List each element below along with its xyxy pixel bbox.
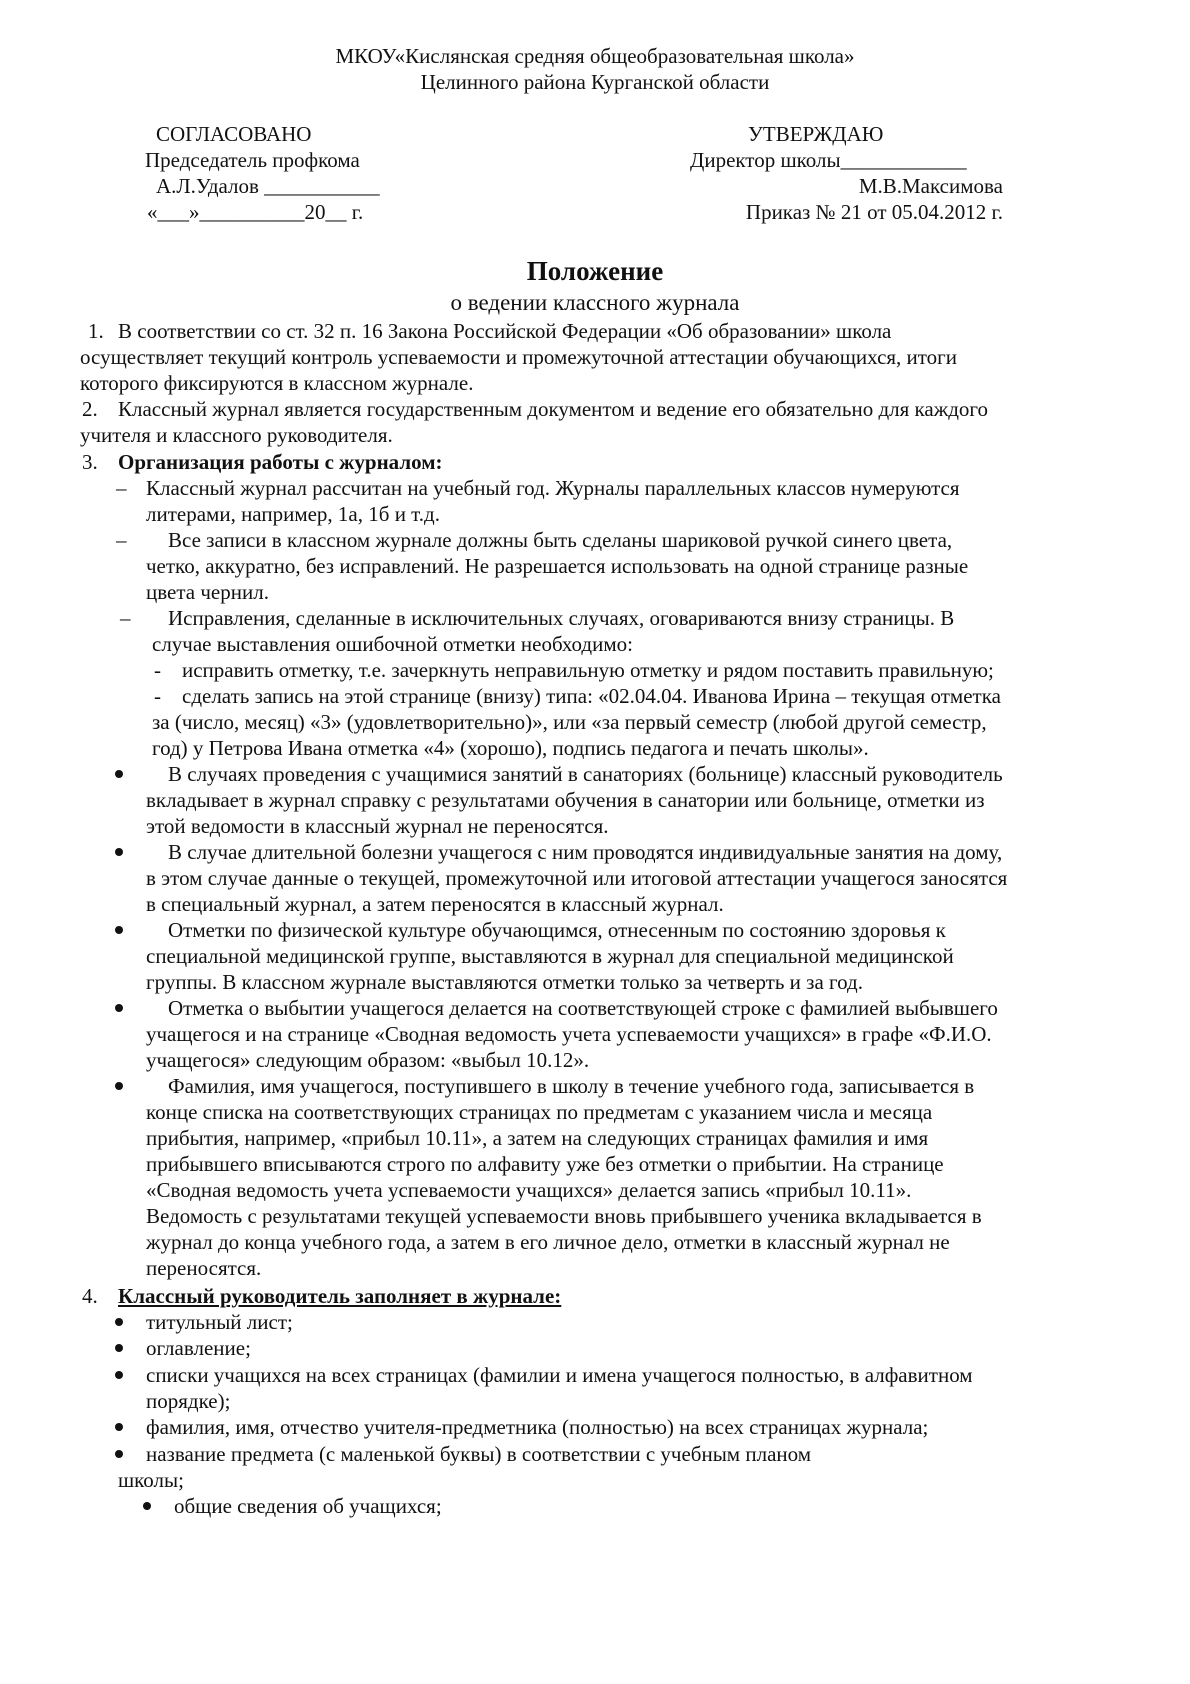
bullet-item-line: переносятся.: [146, 1256, 262, 1280]
bullet-item-line: В случаях проведения с учащимися занятий в санаториях (больнице) классный руководитель: [168, 762, 1003, 786]
section1-line: осуществляет текущий контроль успеваемости и промежуточной аттестации обучающихся, итоги: [80, 345, 958, 369]
dash-item-line: случае выставления ошибочной отметки необходимо:: [152, 632, 633, 656]
bullet-icon: [115, 1450, 123, 1458]
bullet-item-line: конце списка на соответствующих страницах по предметам с указанием числа и месяца: [146, 1100, 933, 1124]
document-title: Положение: [526, 256, 664, 286]
bullet-icon: [115, 1371, 123, 1379]
approved-name: М.В.Максимова: [858, 174, 1003, 198]
section2-number: 2.: [82, 397, 98, 421]
bullet-item-line: Ведомость с результатами текущей успеваемости вновь прибывшего ученика вкладывается в: [146, 1204, 982, 1228]
org-name-line2: Целинного района Курганской области: [420, 70, 770, 94]
section4-item-line: фамилия, имя, отчество учителя-предметника (полностью) на всех страницах журнала;: [146, 1415, 929, 1439]
dash-item-line: четко, аккуратно, без исправлений. Не разрешается использовать на одной странице разные: [146, 554, 969, 578]
sub-item-line: за (число, месяц) «3» (удовлетворительно)», или «за первый семестр (любой другой семестр,: [152, 710, 987, 734]
agreed-title: СОГЛАСОВАНО: [156, 122, 312, 146]
bullet-item-line: учащегося и на странице «Сводная ведомость учета успеваемости учащихся» в графе «Ф.И.О.: [146, 1022, 992, 1046]
dash-item-line: Классный журнал рассчитан на учебный год. Журналы параллельных классов нумеруются: [146, 476, 960, 500]
agreed-date: «___»__________20__ г.: [147, 200, 364, 224]
bullet-icon: [115, 926, 123, 934]
agreed-role: Председатель профкома: [145, 148, 360, 172]
bullet-item-line: «Сводная ведомость учета успеваемости учащихся» делается запись «прибыл 10.11».: [146, 1178, 912, 1202]
sub-item-line: сделать запись на этой странице (внизу) типа: «02.04.04. Иванова Ирина – текущая отметка: [182, 684, 1001, 708]
bullet-item-line: прибывшего вписываются строго по алфавиту уже без отметки о прибытии. На странице: [146, 1152, 944, 1176]
bullet-item-line: учащегося» следующим образом: «выбыл 10.12».: [146, 1048, 590, 1072]
dash-item-line: литерами, например, 1а, 1б и т.д.: [146, 502, 440, 526]
bullet-item-line: прибытия, например, «прибыл 10.11», а затем на следующих страницах фамилия и имя: [146, 1126, 929, 1150]
bullet-icon: [115, 1004, 123, 1012]
section4-heading: Классный руководитель заполняет в журнале:: [118, 1284, 562, 1308]
bullet-item-line: Фамилия, имя учащегося, поступившего в школу в течение учебного года, записывается в: [168, 1074, 975, 1098]
section4-item-line: порядке);: [146, 1389, 231, 1413]
section4-item-line: школы;: [118, 1468, 184, 1492]
bullet-icon: [115, 1344, 123, 1352]
section1-line: которого фиксируются в классном журнале.: [80, 371, 474, 395]
section2-line: учителя и классного руководителя.: [80, 423, 393, 447]
dash-item-line: цвета чернил.: [146, 580, 269, 604]
approved-title: УТВЕРЖДАЮ: [748, 122, 884, 146]
bullet-icon: [115, 1082, 123, 1090]
bullet-icon: [143, 1502, 151, 1510]
bullet-icon: [115, 770, 123, 778]
section4-number: 4.: [82, 1284, 98, 1308]
bullet-item-line: Отметки по физической культуре обучающимся, отнесенным по состоянию здоровья к: [168, 918, 946, 942]
sub-item-line: год) у Петрова Ивана отметка «4» (хорошо), подпись педагога и печать школы».: [152, 736, 869, 760]
dash-item-line: Исправления, сделанные в исключительных случаях, оговариваются внизу страницы. В: [168, 606, 955, 630]
dash-marker: –: [116, 528, 127, 552]
section3-heading: Организация работы с журналом:: [118, 450, 443, 474]
section1-number: 1.: [88, 319, 104, 343]
bullet-item-line: Отметка о выбытии учащегося делается на соответствующей строке с фамилией выбывшего: [168, 996, 998, 1020]
dash-item-line: Все записи в классном журнале должны быть сделаны шариковой ручкой синего цвета,: [168, 528, 953, 552]
bullet-item-line: в специальный журнал, а затем переносятся в классный журнал.: [146, 892, 724, 916]
document-subtitle: о ведении классного журнала: [450, 290, 740, 315]
sub-item-line: исправить отметку, т.е. зачеркнуть неправильную отметку и рядом поставить правильную;: [182, 658, 994, 682]
section1-line: В соответствии со ст. 32 п. 16 Закона Российской Федерации «Об образовании» школа: [118, 319, 892, 343]
section4-item-line: списки учащихся на всех страницах (фамилии и имена учащегося полностью, в алфавитном: [146, 1363, 973, 1387]
sub-dash-marker: -: [154, 658, 161, 682]
bullet-item-line: группы. В классном журнале выставляются отметки только за четверть и за год.: [146, 970, 863, 994]
bullet-item-line: журнал до конца учебного года, а затем в его личное дело, отметки в классный журнал не: [146, 1230, 950, 1254]
section4-item-line: оглавление;: [146, 1336, 251, 1360]
section4-item-line: титульный лист;: [146, 1310, 293, 1334]
dash-marker: –: [120, 606, 131, 630]
bullet-icon: [115, 1318, 123, 1326]
approved-order: Приказ № 21 от 05.04.2012 г.: [745, 200, 1003, 224]
bullet-item-line: в этом случае данные о текущей, промежуточной или итоговой аттестации учащегося заносятся: [146, 866, 1008, 890]
section3-number: 3.: [82, 450, 98, 474]
section4-item-line: общие сведения об учащихся;: [174, 1494, 442, 1518]
org-name-line1: МКОУ«Кислянская средняя общеобразовательная школа»: [335, 44, 855, 68]
bullet-icon: [115, 1423, 123, 1431]
bullet-item-line: специальной медицинской группе, выставляются в журнал для специальной медицинской: [146, 944, 954, 968]
approved-role: Директор школы____________: [690, 148, 967, 172]
bullet-item-line: вкладывает в журнал справку с результатами обучения в санатории или больнице, отметки из: [146, 788, 985, 812]
section4-item-line: название предмета (с маленькой буквы) в соответствии с учебным планом: [146, 1442, 812, 1466]
bullet-item-line: В случае длительной болезни учащегося с ним проводятся индивидуальные занятия на дому,: [168, 840, 1003, 864]
dash-marker: –: [116, 476, 127, 500]
agreed-name: А.Л.Удалов ___________: [156, 174, 380, 198]
bullet-item-line: этой ведомости в классный журнал не переносятся.: [146, 814, 609, 838]
bullet-icon: [115, 848, 123, 856]
section2-line: Классный журнал является государственным документом и ведение его обязательно для каждого: [118, 397, 989, 421]
sub-dash-marker: -: [154, 684, 161, 708]
